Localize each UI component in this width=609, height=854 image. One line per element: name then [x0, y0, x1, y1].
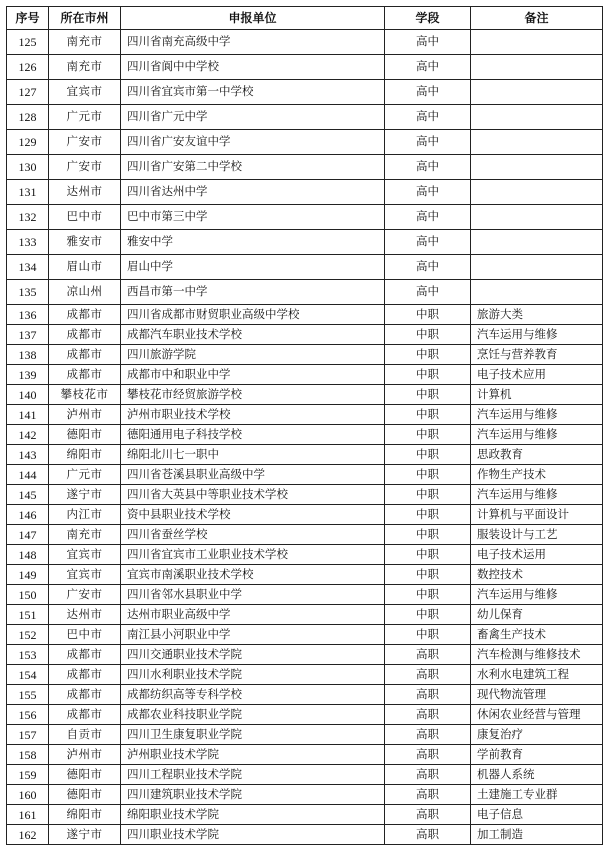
row-city: 巴中市 — [49, 205, 121, 230]
row-unit: 雅安中学 — [121, 230, 385, 255]
row-note: 加工制造 — [471, 825, 603, 845]
row-level: 高中 — [385, 80, 471, 105]
row-city: 遂宁市 — [49, 825, 121, 845]
row-unit: 四川省宜宾市工业职业技术学校 — [121, 545, 385, 565]
row-city: 达州市 — [49, 180, 121, 205]
row-note: 汽车运用与维修 — [471, 405, 603, 425]
row-unit: 四川省广安第二中学校 — [121, 155, 385, 180]
row-note: 作物生产技术 — [471, 465, 603, 485]
row-number: 146 — [7, 505, 49, 525]
row-city: 南充市 — [49, 55, 121, 80]
row-number: 143 — [7, 445, 49, 465]
row-unit: 攀枝花市经贸旅游学校 — [121, 385, 385, 405]
row-city: 南充市 — [49, 30, 121, 55]
row-level: 高中 — [385, 105, 471, 130]
row-note — [471, 205, 603, 230]
header-no: 序号 — [7, 7, 49, 30]
row-level: 高中 — [385, 130, 471, 155]
row-number: 131 — [7, 180, 49, 205]
row-level: 高中 — [385, 55, 471, 80]
row-level: 中职 — [385, 545, 471, 565]
row-level: 中职 — [385, 485, 471, 505]
table-row — [7, 645, 603, 665]
table-header-row — [7, 7, 603, 30]
row-level: 中职 — [385, 585, 471, 605]
table-row — [7, 230, 603, 255]
row-number: 162 — [7, 825, 49, 845]
row-unit: 西昌市第一中学 — [121, 280, 385, 305]
table-row — [7, 785, 603, 805]
row-note: 汽车检测与维修技术 — [471, 645, 603, 665]
table-row — [7, 445, 603, 465]
row-number: 129 — [7, 130, 49, 155]
row-city: 内江市 — [49, 505, 121, 525]
row-note: 汽车运用与维修 — [471, 485, 603, 505]
row-level: 高中 — [385, 180, 471, 205]
row-unit: 绵阳北川七一职中 — [121, 445, 385, 465]
row-unit: 四川省蚕丝学校 — [121, 525, 385, 545]
row-note: 数控技术 — [471, 565, 603, 585]
row-city: 泸州市 — [49, 745, 121, 765]
row-note: 计算机与平面设计 — [471, 505, 603, 525]
row-note — [471, 230, 603, 255]
row-level: 中职 — [385, 345, 471, 365]
table-row — [7, 685, 603, 705]
row-unit: 四川交通职业技术学院 — [121, 645, 385, 665]
row-number: 150 — [7, 585, 49, 605]
table-row — [7, 805, 603, 825]
table-row — [7, 665, 603, 685]
row-note — [471, 180, 603, 205]
row-note: 思政教育 — [471, 445, 603, 465]
row-number: 151 — [7, 605, 49, 625]
row-number: 141 — [7, 405, 49, 425]
table-row — [7, 525, 603, 545]
row-unit: 四川省达州中学 — [121, 180, 385, 205]
row-number: 147 — [7, 525, 49, 545]
row-level: 高职 — [385, 745, 471, 765]
row-level: 高中 — [385, 155, 471, 180]
table-row — [7, 30, 603, 55]
row-note: 电子信息 — [471, 805, 603, 825]
table-row — [7, 425, 603, 445]
row-city: 广安市 — [49, 155, 121, 180]
table-row — [7, 105, 603, 130]
row-number: 149 — [7, 565, 49, 585]
row-number: 142 — [7, 425, 49, 445]
row-number: 133 — [7, 230, 49, 255]
row-unit: 成都市中和职业中学 — [121, 365, 385, 385]
row-level: 高职 — [385, 665, 471, 685]
row-note: 休闲农业经营与管理 — [471, 705, 603, 725]
table-row — [7, 55, 603, 80]
row-note — [471, 155, 603, 180]
row-note — [471, 280, 603, 305]
row-number: 154 — [7, 665, 49, 685]
row-city: 成都市 — [49, 325, 121, 345]
table-row — [7, 280, 603, 305]
row-number: 130 — [7, 155, 49, 180]
row-unit: 宜宾市南溪职业技术学校 — [121, 565, 385, 585]
row-unit: 达州市职业高级中学 — [121, 605, 385, 625]
row-city: 广安市 — [49, 585, 121, 605]
table-row — [7, 155, 603, 180]
row-number: 156 — [7, 705, 49, 725]
table-row — [7, 130, 603, 155]
row-note — [471, 105, 603, 130]
row-number: 136 — [7, 305, 49, 325]
row-number: 135 — [7, 280, 49, 305]
table-row — [7, 465, 603, 485]
row-unit: 巴中市第三中学 — [121, 205, 385, 230]
row-level: 中职 — [385, 505, 471, 525]
row-unit: 南江县小河职业中学 — [121, 625, 385, 645]
row-number: 160 — [7, 785, 49, 805]
row-level: 高中 — [385, 280, 471, 305]
table-row — [7, 180, 603, 205]
row-level: 高中 — [385, 230, 471, 255]
row-level: 高职 — [385, 765, 471, 785]
row-note: 汽车运用与维修 — [471, 425, 603, 445]
row-note — [471, 55, 603, 80]
row-city: 宜宾市 — [49, 545, 121, 565]
row-level: 高中 — [385, 205, 471, 230]
row-city: 德阳市 — [49, 425, 121, 445]
row-level: 高中 — [385, 255, 471, 280]
row-city: 达州市 — [49, 605, 121, 625]
row-unit: 德阳通用电子科技学校 — [121, 425, 385, 445]
row-note: 康复治疗 — [471, 725, 603, 745]
row-city: 成都市 — [49, 305, 121, 325]
row-number: 134 — [7, 255, 49, 280]
row-note: 机器人系统 — [471, 765, 603, 785]
row-note — [471, 80, 603, 105]
row-unit: 泸州职业技术学院 — [121, 745, 385, 765]
row-note: 水利水电建筑工程 — [471, 665, 603, 685]
row-note — [471, 130, 603, 155]
row-note: 土建施工专业群 — [471, 785, 603, 805]
row-unit: 四川工程职业技术学院 — [121, 765, 385, 785]
row-level: 中职 — [385, 625, 471, 645]
row-level: 高职 — [385, 645, 471, 665]
row-note: 电子技术应用 — [471, 365, 603, 385]
row-unit: 四川省南充高级中学 — [121, 30, 385, 55]
table-row — [7, 325, 603, 345]
table-row — [7, 305, 603, 325]
row-unit: 泸州市职业技术学校 — [121, 405, 385, 425]
row-unit: 四川省广元中学 — [121, 105, 385, 130]
row-city: 广元市 — [49, 465, 121, 485]
row-unit: 四川卫生康复职业学院 — [121, 725, 385, 745]
row-unit: 四川省苍溪县职业高级中学 — [121, 465, 385, 485]
row-city: 广安市 — [49, 130, 121, 155]
row-city: 雅安市 — [49, 230, 121, 255]
table-row — [7, 255, 603, 280]
row-note: 畜禽生产技术 — [471, 625, 603, 645]
row-level: 中职 — [385, 525, 471, 545]
row-level: 中职 — [385, 325, 471, 345]
row-level: 中职 — [385, 445, 471, 465]
row-city: 宜宾市 — [49, 565, 121, 585]
table-row — [7, 365, 603, 385]
table-row — [7, 345, 603, 365]
row-city: 成都市 — [49, 705, 121, 725]
row-city: 绵阳市 — [49, 445, 121, 465]
row-unit: 成都纺织高等专科学校 — [121, 685, 385, 705]
row-city: 自贡市 — [49, 725, 121, 745]
row-number: 139 — [7, 365, 49, 385]
row-city: 遂宁市 — [49, 485, 121, 505]
row-note: 烹饪与营养教育 — [471, 345, 603, 365]
row-number: 138 — [7, 345, 49, 365]
row-unit: 四川省邻水县职业中学 — [121, 585, 385, 605]
row-note: 汽车运用与维修 — [471, 585, 603, 605]
row-unit: 资中县职业技术学校 — [121, 505, 385, 525]
table-row — [7, 565, 603, 585]
header-note: 备注 — [471, 7, 603, 30]
row-note: 幼儿保育 — [471, 605, 603, 625]
table-row — [7, 505, 603, 525]
row-city: 南充市 — [49, 525, 121, 545]
row-level: 中职 — [385, 425, 471, 445]
row-unit: 绵阳职业技术学院 — [121, 805, 385, 825]
row-number: 157 — [7, 725, 49, 745]
row-level: 高职 — [385, 805, 471, 825]
row-number: 140 — [7, 385, 49, 405]
row-level: 高职 — [385, 705, 471, 725]
table-body — [7, 30, 603, 845]
row-level: 高职 — [385, 685, 471, 705]
row-number: 137 — [7, 325, 49, 345]
row-number: 161 — [7, 805, 49, 825]
table-row — [7, 205, 603, 230]
row-unit: 四川省大英县中等职业技术学校 — [121, 485, 385, 505]
row-number: 126 — [7, 55, 49, 80]
row-number: 127 — [7, 80, 49, 105]
row-number: 132 — [7, 205, 49, 230]
table-row — [7, 585, 603, 605]
row-level: 高职 — [385, 825, 471, 845]
row-number: 158 — [7, 745, 49, 765]
row-city: 广元市 — [49, 105, 121, 130]
header-city: 所在市州 — [49, 7, 121, 30]
table-row — [7, 485, 603, 505]
row-note: 服装设计与工艺 — [471, 525, 603, 545]
row-level: 中职 — [385, 565, 471, 585]
row-city: 泸州市 — [49, 405, 121, 425]
row-level: 中职 — [385, 305, 471, 325]
table-row — [7, 385, 603, 405]
row-note: 汽车运用与维修 — [471, 325, 603, 345]
row-level: 高中 — [385, 30, 471, 55]
row-city: 巴中市 — [49, 625, 121, 645]
row-city: 成都市 — [49, 685, 121, 705]
row-unit: 四川建筑职业技术学院 — [121, 785, 385, 805]
table-row — [7, 825, 603, 845]
row-unit: 四川省成都市财贸职业高级中学校 — [121, 305, 385, 325]
row-note: 计算机 — [471, 385, 603, 405]
row-unit: 四川省广安友谊中学 — [121, 130, 385, 155]
row-city: 成都市 — [49, 345, 121, 365]
table-row — [7, 725, 603, 745]
row-unit: 四川职业技术学院 — [121, 825, 385, 845]
row-level: 中职 — [385, 365, 471, 385]
row-city: 成都市 — [49, 665, 121, 685]
row-level: 高职 — [385, 785, 471, 805]
row-note: 学前教育 — [471, 745, 603, 765]
row-level: 中职 — [385, 605, 471, 625]
row-number: 153 — [7, 645, 49, 665]
row-level: 中职 — [385, 465, 471, 485]
row-number: 144 — [7, 465, 49, 485]
row-unit: 四川旅游学院 — [121, 345, 385, 365]
table-row — [7, 745, 603, 765]
row-city: 眉山市 — [49, 255, 121, 280]
table-row — [7, 625, 603, 645]
row-city: 成都市 — [49, 645, 121, 665]
row-city: 攀枝花市 — [49, 385, 121, 405]
row-level: 高职 — [385, 725, 471, 745]
row-number: 152 — [7, 625, 49, 645]
table-row — [7, 545, 603, 565]
header-unit: 申报单位 — [121, 7, 385, 30]
row-unit: 四川省阆中中学校 — [121, 55, 385, 80]
table-row — [7, 605, 603, 625]
table-row — [7, 765, 603, 785]
row-unit: 四川水利职业技术学院 — [121, 665, 385, 685]
row-level: 中职 — [385, 385, 471, 405]
row-unit: 眉山中学 — [121, 255, 385, 280]
row-number: 148 — [7, 545, 49, 565]
row-note: 旅游大类 — [471, 305, 603, 325]
header-level: 学段 — [385, 7, 471, 30]
row-unit: 成都农业科技职业学院 — [121, 705, 385, 725]
row-number: 128 — [7, 105, 49, 130]
school-list-table — [6, 6, 603, 845]
row-city: 绵阳市 — [49, 805, 121, 825]
table-row — [7, 705, 603, 725]
row-city: 宜宾市 — [49, 80, 121, 105]
row-note — [471, 255, 603, 280]
row-city: 德阳市 — [49, 785, 121, 805]
row-unit: 四川省宜宾市第一中学校 — [121, 80, 385, 105]
table-row — [7, 80, 603, 105]
row-note: 电子技术运用 — [471, 545, 603, 565]
table-row — [7, 405, 603, 425]
row-number: 125 — [7, 30, 49, 55]
row-city: 凉山州 — [49, 280, 121, 305]
row-unit: 成都汽车职业技术学校 — [121, 325, 385, 345]
row-city: 成都市 — [49, 365, 121, 385]
row-note — [471, 30, 603, 55]
row-number: 159 — [7, 765, 49, 785]
row-city: 德阳市 — [49, 765, 121, 785]
row-number: 145 — [7, 485, 49, 505]
row-level: 中职 — [385, 405, 471, 425]
row-number: 155 — [7, 685, 49, 705]
row-note: 现代物流管理 — [471, 685, 603, 705]
